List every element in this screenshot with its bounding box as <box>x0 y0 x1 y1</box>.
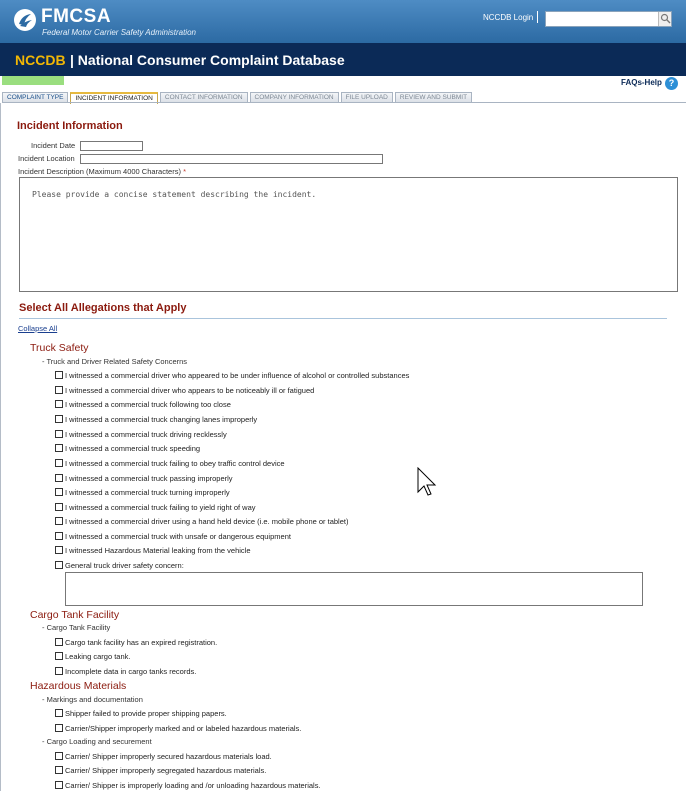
allegation-item[interactable] <box>55 502 256 512</box>
allegation-item[interactable] <box>55 487 230 497</box>
checkbox[interactable] <box>55 546 63 554</box>
checkbox[interactable] <box>55 474 63 482</box>
checkbox[interactable] <box>55 503 63 511</box>
app-short-name: NCCDB <box>15 52 66 68</box>
checkbox[interactable] <box>55 709 63 717</box>
tab-file-upload[interactable]: FILE UPLOAD <box>341 92 393 103</box>
allegation-label: Shipper failed to provide proper shipping papers. <box>65 708 227 718</box>
section-rule <box>19 318 667 319</box>
allegation-item[interactable] <box>55 751 272 761</box>
allegation-label: I witnessed Hazardous Material leaking from the vehicle <box>65 545 251 555</box>
tab-incident-information[interactable]: INCIDENT INFORMATION <box>70 92 157 104</box>
general-concern-textarea[interactable] <box>65 572 643 606</box>
allegation-label: Carrier/ Shipper improperly secured hazardous materials load. <box>65 751 272 761</box>
checkbox[interactable] <box>55 386 63 394</box>
truck-driver-subgroup[interactable]: - Truck and Driver Related Safety Concerns <box>42 357 188 366</box>
header-separator <box>537 11 538 23</box>
allegation-item[interactable] <box>55 637 217 647</box>
cargo-loading-subgroup[interactable]: - Cargo Loading and securement <box>42 737 152 746</box>
nccdb-login-link[interactable]: NCCDB Login <box>483 13 534 22</box>
search-icon <box>660 13 671 24</box>
tab-company-information[interactable]: COMPANY INFORMATION <box>250 92 339 103</box>
allegation-label: I witnessed a commercial truck turning improperly <box>65 487 230 497</box>
hazmat-heading[interactable]: Hazardous Materials <box>30 680 127 692</box>
allegation-item[interactable] <box>55 708 227 718</box>
tab-divider <box>2 102 686 103</box>
checkbox[interactable] <box>55 371 63 379</box>
content-border <box>0 103 1 791</box>
allegation-item[interactable] <box>55 765 266 775</box>
allegation-item[interactable] <box>55 651 130 661</box>
checkbox[interactable] <box>55 444 63 452</box>
help-icon[interactable]: ? <box>665 77 678 90</box>
allegation-item[interactable] <box>55 385 314 395</box>
checkbox[interactable] <box>55 638 63 646</box>
tab-review-and-submit[interactable]: REVIEW AND SUBMIT <box>395 92 472 103</box>
faq-help-link[interactable]: FAQs-Help <box>621 78 662 87</box>
allegations-title: Select All Allegations that Apply <box>19 302 187 314</box>
allegation-label: I witnessed a commercial truck failing to obey traffic control device <box>65 458 285 468</box>
fmcsa-logo-icon <box>14 9 36 31</box>
checkbox[interactable] <box>55 781 63 789</box>
allegation-label: Carrier/Shipper improperly marked and or labeled hazardous materials. <box>65 723 302 733</box>
required-marker: * <box>183 167 186 176</box>
allegation-item[interactable] <box>55 370 409 380</box>
checkbox[interactable] <box>55 532 63 540</box>
checkbox[interactable] <box>55 724 63 732</box>
incident-description-textarea[interactable] <box>19 177 678 292</box>
incident-date-input[interactable] <box>80 141 143 151</box>
checkbox[interactable] <box>55 517 63 525</box>
allegation-label: I witnessed a commercial truck with unsafe or dangerous equipment <box>65 531 291 541</box>
truck-safety-heading[interactable]: Truck Safety <box>30 342 89 354</box>
brand-name[interactable]: FMCSA <box>41 6 112 27</box>
tab-contact-information[interactable]: CONTACT INFORMATION <box>160 92 248 103</box>
checkbox[interactable] <box>55 488 63 496</box>
allegation-label: General truck driver safety concern: <box>65 560 184 570</box>
markings-subgroup[interactable]: - Markings and documentation <box>42 695 143 704</box>
allegation-item[interactable] <box>55 723 301 733</box>
checkbox[interactable] <box>55 400 63 408</box>
allegation-item[interactable] <box>55 560 184 570</box>
allegation-item[interactable] <box>55 516 348 526</box>
allegation-item[interactable] <box>55 545 251 555</box>
tab-complaint-type[interactable]: COMPLAINT TYPE <box>2 92 68 103</box>
checkbox[interactable] <box>55 667 63 675</box>
mouse-cursor-icon <box>417 467 437 502</box>
allegation-label: Incomplete data in cargo tanks records. <box>65 666 197 676</box>
incident-location-input[interactable] <box>80 154 383 164</box>
allegation-item[interactable] <box>55 666 196 676</box>
allegation-label: Cargo tank facility has an expired registration. <box>65 637 218 647</box>
allegation-label: Carrier/ Shipper improperly segregated hazardous materials. <box>65 765 267 775</box>
allegation-label: I witnessed a commercial truck failing to yield right of way <box>65 502 256 512</box>
allegation-label: I witnessed a commercial driver using a hand held device (i.e. mobile phone or tablet) <box>65 516 349 526</box>
incident-description-label <box>18 167 186 176</box>
allegation-label: Carrier/ Shipper is improperly loading and /or unloading hazardous materials. <box>65 780 321 790</box>
allegation-item[interactable] <box>55 458 285 468</box>
checkbox[interactable] <box>55 459 63 467</box>
search-input[interactable] <box>545 11 672 27</box>
checkbox[interactable] <box>55 561 63 569</box>
cargo-tank-subgroup[interactable]: - Cargo Tank Facility <box>42 623 111 632</box>
brand-subtitle: Federal Motor Carrier Safety Administration <box>42 28 196 37</box>
checkbox[interactable] <box>55 766 63 774</box>
allegation-item[interactable] <box>55 473 233 483</box>
incident-location-label: Incident Location <box>18 154 75 163</box>
allegation-item[interactable] <box>55 780 321 790</box>
app-title-bar <box>0 43 686 76</box>
allegation-label: I witnessed a commercial truck passing improperly <box>65 473 233 483</box>
checkbox[interactable] <box>55 652 63 660</box>
checkbox[interactable] <box>55 415 63 423</box>
cargo-tank-heading[interactable]: Cargo Tank Facility <box>30 609 120 621</box>
allegation-label: I witnessed a commercial truck changing lanes improperly <box>65 414 258 424</box>
description-placeholder: Please provide a concise statement describing the incident. <box>32 190 317 199</box>
top-header <box>0 0 686 43</box>
allegation-label: I witnessed a commercial truck following too close <box>65 399 231 409</box>
allegation-label: I witnessed a commercial truck speeding <box>65 443 201 453</box>
incident-date-label: Incident Date <box>31 141 76 150</box>
incident-section-title: Incident Information <box>17 120 123 132</box>
search-button[interactable] <box>658 12 671 26</box>
checkbox[interactable] <box>55 752 63 760</box>
allegation-item[interactable] <box>55 399 231 409</box>
allegation-label: Leaking cargo tank. <box>65 651 131 661</box>
allegation-item[interactable] <box>55 531 291 541</box>
progress-indicator <box>2 76 64 85</box>
allegation-item[interactable] <box>55 414 257 424</box>
allegation-label: I witnessed a commercial driver who appears to be noticeably ill or fatigued <box>65 385 315 395</box>
allegation-label: I witnessed a commercial driver who appeared to be under influence of alcohol or controlled substances <box>65 370 410 380</box>
checkbox[interactable] <box>55 430 63 438</box>
allegation-label: I witnessed a commercial truck driving recklessly <box>65 429 227 439</box>
app-title: | National Consumer Complaint Database <box>70 52 345 68</box>
description-label-text: Incident Description (Maximum 4000 Characters) <box>18 167 181 176</box>
collapse-all-link[interactable]: Collapse All <box>18 324 58 333</box>
allegation-item[interactable] <box>55 443 200 453</box>
allegation-item[interactable] <box>55 429 227 439</box>
